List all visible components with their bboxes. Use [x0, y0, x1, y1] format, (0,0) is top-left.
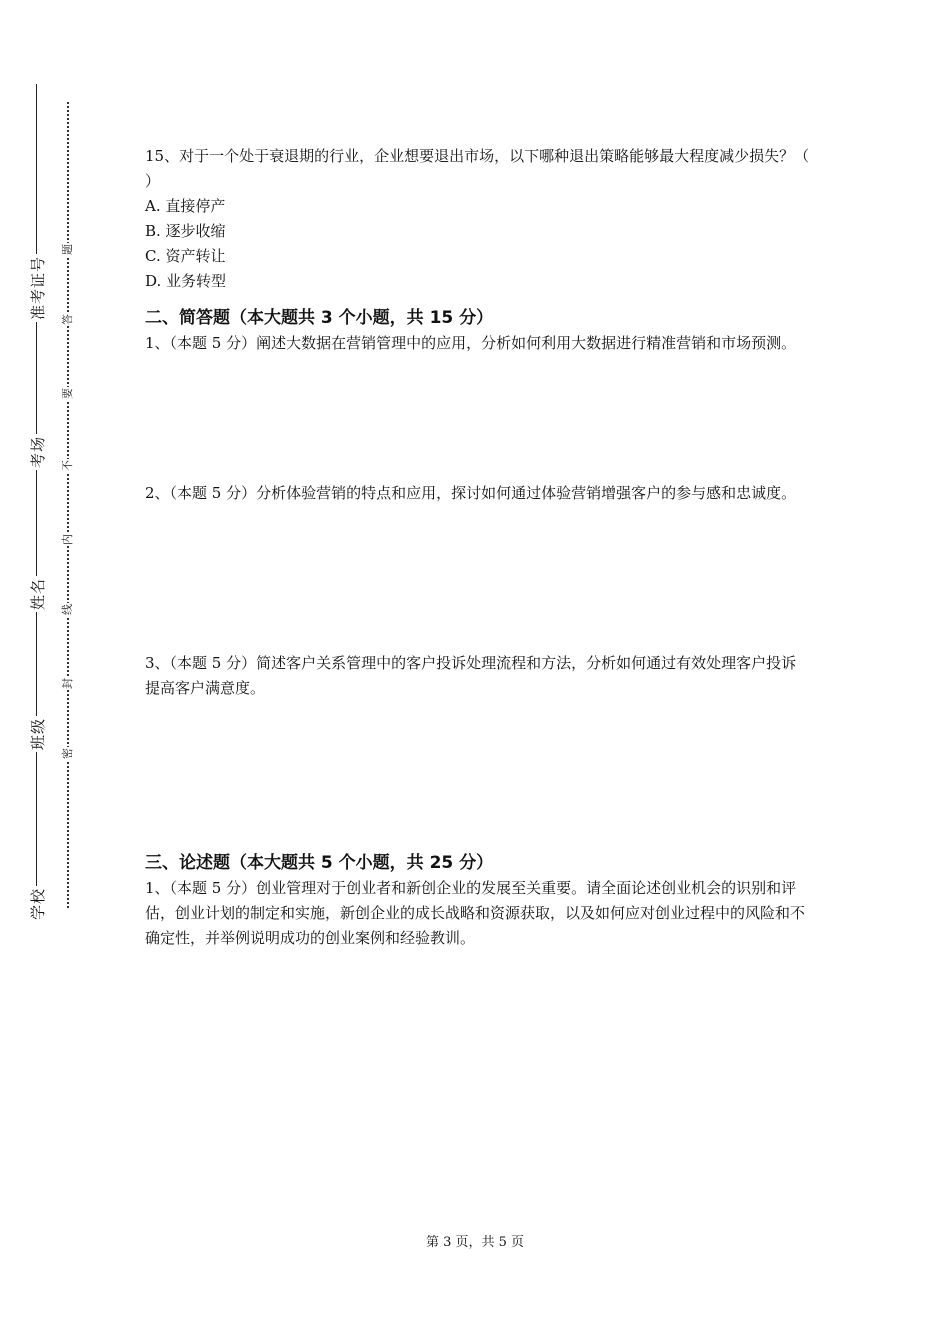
exam-content — [145, 144, 810, 951]
seal-dotted-line — [67, 102, 69, 908]
option-c: C. 资产转让 — [145, 247, 226, 265]
option-d: D. 业务转型 — [145, 272, 227, 290]
exam-number-label: 准考证号 — [29, 255, 47, 320]
seal-char-xian: 线 — [61, 604, 74, 615]
seal-char-feng: 封 — [61, 678, 74, 689]
binding-line — [36, 84, 37, 902]
seal-char-nei: 内 — [61, 534, 74, 545]
essay-1: 1、（本题 5 分）创业管理对于创业者和新创企业的发展至关重要。请全面论述创业机会的识别和评估，创业计划的制定和实施，新创企业的成长战略和资源获取，以及如何应对创业过程中的风险和不确定性，并举例说明成功的创业案例和经验教训。 — [145, 879, 806, 947]
school-label: 学校 — [29, 887, 47, 920]
section-2-title: 二、简答题（本大题共 3 个小题，共 15 分） — [145, 308, 494, 328]
seal-char-bu: 不 — [61, 460, 74, 471]
name-label: 姓名 — [29, 577, 47, 610]
section-3-title: 三、论述题（本大题共 5 个小题，共 25 分） — [145, 853, 494, 873]
seal-char-mi: 密 — [61, 748, 74, 759]
seal-char-ti: 题 — [61, 244, 74, 255]
short-answer-1: 1、（本题 5 分）阐述大数据在营销管理中的应用，分析如何利用大数据进行精准营销和市场预测。 — [145, 334, 797, 352]
exam-room-label: 考场 — [29, 435, 47, 468]
seal-char-da: 答 — [61, 314, 74, 325]
option-b: B. 逐步收缩 — [145, 222, 226, 240]
class-label: 班级 — [29, 717, 47, 750]
seal-char-yao: 要 — [61, 388, 74, 399]
option-a: A. 直接停产 — [145, 197, 226, 215]
page-footer: 第 3 页，共 5 页 — [425, 1235, 525, 1250]
short-answer-3: 3、（本题 5 分）简述客户关系管理中的客户投诉处理流程和方法，分析如何通过有效处理客户投诉提高客户满意度。 — [145, 654, 797, 697]
short-answer-2: 2、（本题 5 分）分析体验营销的特点和应用，探讨如何通过体验营销增强客户的参与感和忠诚度。 — [145, 484, 797, 502]
question-15: 15、对于一个处于衰退期的行业，企业想要退出市场，以下哪种退出策略能够最大程度减少损失？（ ） — [145, 147, 810, 190]
